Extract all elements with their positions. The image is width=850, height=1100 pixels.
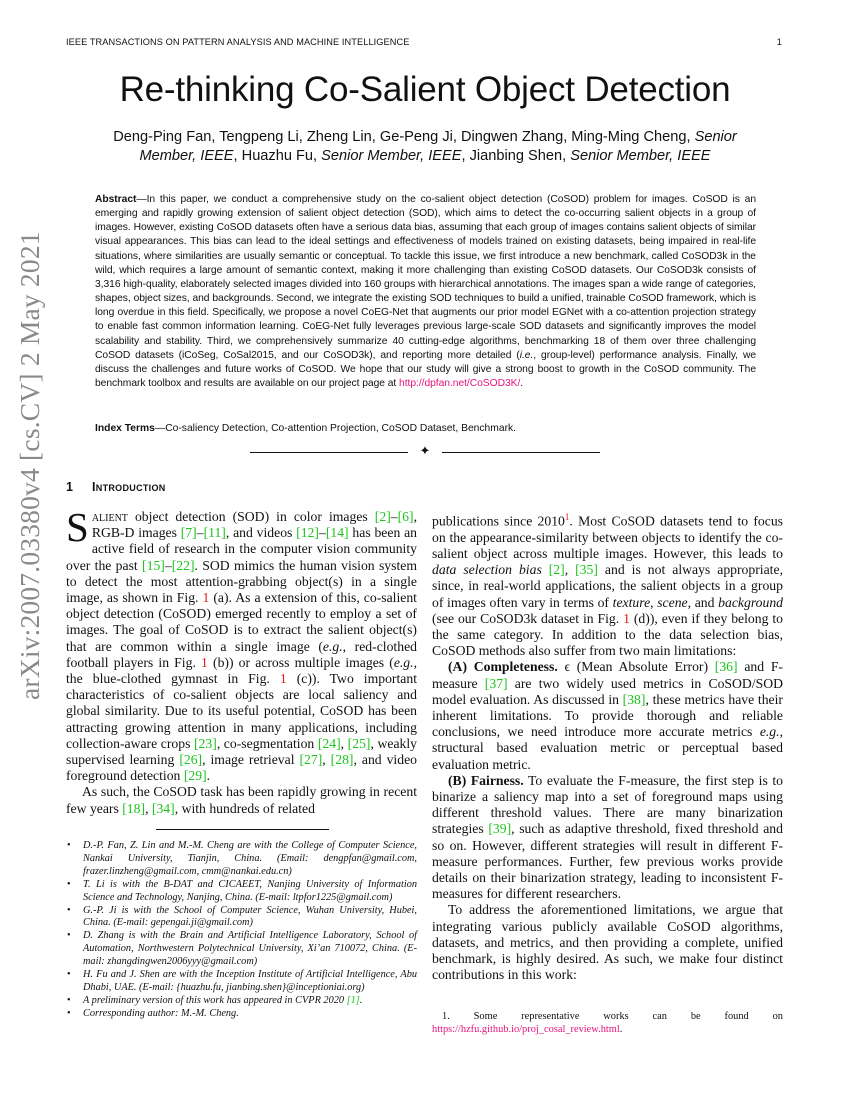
paragraph-label: (A) Completeness.	[448, 659, 558, 675]
affiliation-item: • Corresponding author: M.-M. Cheng.	[66, 1008, 417, 1021]
citation-link[interactable]: [26]	[179, 752, 203, 768]
footnote-url-link[interactable]: https://hzfu.github.io/proj_cosal_review.html	[432, 1023, 620, 1035]
citation-link[interactable]: [18]	[122, 800, 146, 816]
emphasis: background	[718, 594, 784, 610]
text: , and	[687, 594, 719, 610]
author-list	[80, 128, 770, 166]
citation-link[interactable]: [11]	[203, 525, 226, 541]
author-role: Senior Member, IEEE	[321, 148, 462, 164]
running-head	[66, 37, 782, 47]
citation-link[interactable]: [2]	[374, 509, 391, 524]
text: , the blue-clothed gymnast in Fig.	[66, 654, 417, 687]
authors-text: , Huazhu Fu,	[233, 148, 322, 164]
text: , these metrics have their inherent limitations. To provide thorough and reliable conclusions, we need introduce more accurate metrics	[432, 691, 783, 740]
text: object detection (SOD) in color images	[127, 509, 375, 524]
paragraph	[432, 659, 783, 772]
citation-link[interactable]: [1]	[346, 994, 360, 1006]
footnote-ref-link[interactable]: 1	[564, 512, 570, 522]
figure-ref-link[interactable]: 1	[201, 654, 208, 670]
text: . SOD mimics the human vision system to detect the most attention-grabbing object(s) in a single image, as shown in Fig.	[66, 557, 417, 606]
authors-text: , Jianbing Shen,	[461, 148, 571, 164]
punct: .	[520, 378, 524, 390]
page-number: 1	[776, 37, 782, 47]
text: are two widely used metrics in CoSOD/SOD model evaluation. As discussed in	[432, 675, 783, 707]
text: (b)) or across multiple images (	[207, 654, 394, 670]
right-column	[432, 509, 783, 983]
punct: .	[619, 1023, 623, 1035]
affiliation-item: • D.-P. Fan, Z. Lin and M.-M. Cheng are with the College of Computer Science, Nankai University, Tianjin, China. (Email: dengpfan@gmail.com, frazer.linzheng@gmail.com, cmm@nankai.edu.cn)	[66, 840, 417, 879]
text: , co-segmentation	[216, 735, 318, 751]
affiliation-item: • T. Li is with the B-DAT and CICAEET, Nanjing University of Information Science and Technology, Nanjing, China. (E-mail: ltpfor1225@gmail.com)	[66, 879, 417, 905]
left-column	[66, 504, 418, 817]
paragraph	[66, 504, 418, 784]
citation-link[interactable]: [24]	[317, 735, 341, 751]
abstract-label: Abstract	[95, 194, 137, 205]
text: , RGB-D images	[91, 509, 417, 541]
text: , image retrieval	[202, 752, 300, 768]
abstract-text: In this paper, we conduct a comprehensive study on the co-salient object detection (CoSOD) problem for images. CoSOD is an emerging and rapidly growing extension of salient object detection (SOD), which aims to detect the co-occurring salient objects in a group of images. However, existing CoSOD datasets often have a serious data bias, assuming that each group of images contains salient objects of similar visual appearances. This bias can lead to the ideal settings and effectiveness of models trained on existing datasets, being impaired in real-life situations, where similarities are usually semantic or conceptual. To tackle this issue, we first introduce a new benchmark, called CoSOD3k in the wild, which requires a large amount of semantic context, making it more challenging than existing CoSOD datasets. Our CoSOD3k consists of 3,316 high-quality, elaborately selected images divided into 160 groups with hierarchical annotations. The images span a wide range of categories, shapes, object sizes, and backgrounds. Second, we integrate the existing SOD techniques to build a unified, trainable CoSOD framework, which is long overdue in this field. Specifically, we propose a novel CoEG-Net that augments our prior model EGNet with a co-attention projection strategy to enable fast common information learning. CoEG-Net fully leverages previous large-scale SOD datasets and significantly improves the model scalability and stability. Third, we comprehensively summarize 40 cutting-edge algorithms, benchmarking 18 of them over three challenging CoSOD datasets (iCoSeg, CoSal2015, and our CoSOD3k), and reporting more detailed (	[95, 194, 756, 361]
citation-link[interactable]: [29]	[183, 768, 207, 784]
citation-link[interactable]: [37]	[484, 675, 508, 691]
abstract-text: , group-level) performance analysis. Finally, we discuss the challenges and future works of CoSOD. We hope that our study will give a strong boost to growth in the CoSOD community. The benchmark toolbox and results are available on our project page at	[95, 349, 757, 390]
text: .	[206, 768, 211, 784]
text: has been an active field of research in the computer vision community over the past	[66, 525, 417, 573]
text: ,	[145, 800, 152, 816]
section-separator	[250, 445, 600, 459]
punct: .	[359, 994, 363, 1006]
text: and F-measure	[432, 659, 783, 691]
paragraph	[432, 509, 783, 659]
text: , weakly supervised learning	[66, 735, 418, 768]
abbrev: i.e.	[519, 349, 534, 361]
dash: —	[154, 423, 166, 434]
text: ,	[564, 562, 576, 578]
index-terms-label: Index Terms	[95, 423, 155, 434]
citation-link[interactable]: [27]	[299, 752, 323, 768]
emphasis: texture	[612, 594, 651, 610]
drop-cap: S	[66, 504, 89, 550]
text: , with hundreds of related	[174, 800, 315, 816]
author-role: Senior Member, IEEE	[570, 148, 711, 164]
project-page-link[interactable]: http://dpfan.net/CoSOD3K/	[399, 378, 521, 390]
arxiv-stamp: arXiv:2007.03380v4 [cs.CV] 2 May 2021	[14, 231, 45, 700]
abbrev: e.g.	[393, 654, 414, 670]
diamond-icon: ✦	[419, 444, 431, 459]
text	[542, 562, 549, 577]
text: Some representative works can be found on	[449, 1011, 783, 1022]
divider	[442, 452, 600, 453]
citation-link[interactable]: [23]	[194, 735, 217, 751]
figure-ref-link[interactable]: 1	[623, 610, 630, 626]
emphasis: data selection bias	[432, 562, 542, 578]
text: publications since 2010	[432, 513, 565, 529]
text: , red-clothed football players in Fig.	[66, 638, 417, 670]
footnote-divider	[156, 829, 329, 830]
affiliation-item: • D. Zhang is with the Brain and Artificial Intelligence Laboratory, School of Automation, Northwestern Polytechnical University, Xi’an 710072, China. (E-mail: zhangdingwen2006yyy@gmail.com)	[66, 930, 417, 969]
citation-link[interactable]: [15]	[142, 557, 165, 573]
emphasis: scene	[657, 594, 688, 610]
text: To address the aforementioned limitations, we argue that integrating various publicly available CoSOD algorithms, datasets, and metrics, and then providing a complete, unified benchmark, is highly desired. As such, we make four distinct contributions in this work:	[432, 902, 783, 983]
citation-link[interactable]: [39]	[488, 821, 512, 837]
affiliation-item: • G.-P. Ji is with the School of Computer Science, Wuhan University, Hubei, China. (E-mail: gepengai.ji@gmail.com)	[66, 905, 417, 931]
text: To evaluate the F-measure, the first step is to binarize a saliency map into a set of foreground maps using different threshold values. There are many binarization strategies	[432, 772, 783, 837]
citation-link[interactable]: [25]	[347, 735, 371, 751]
paragraph	[432, 773, 783, 903]
citation-link[interactable]: [22]	[171, 557, 195, 573]
dash: –	[318, 525, 326, 541]
paragraph	[432, 902, 783, 983]
section-heading	[66, 480, 166, 494]
abbrev: e.g.	[322, 638, 343, 654]
citation-link[interactable]: [38]	[622, 691, 646, 707]
citation-link[interactable]: [6]	[397, 509, 414, 524]
index-terms	[95, 423, 756, 434]
text: and is not always appropriate, since, in real-world applications, the salient objects in a group of images often vary in terms of	[432, 562, 783, 610]
text: ,	[650, 594, 658, 610]
text: . Most CoSOD datasets tend to focus on the appearance-similarity between objects to identify the co-salient object across multiple images. However, this leads to	[432, 513, 784, 561]
text: , and video foreground detection	[66, 752, 417, 784]
dash: —	[136, 194, 147, 205]
figure-ref-link[interactable]: 1	[202, 590, 210, 606]
citation-link[interactable]: [28]	[330, 752, 354, 768]
divider	[250, 452, 408, 453]
section-title: Introduction	[92, 480, 166, 494]
text: ϵ (Mean Absolute Error)	[557, 659, 715, 675]
authors-text: Deng-Ping Fan, Tengpeng Li, Zheng Lin, Ge-Peng Ji, Dingwen Zhang, Ming-Ming Cheng,	[113, 129, 695, 145]
text: ,	[340, 735, 348, 751]
affiliation-list	[66, 840, 417, 1021]
affiliation-item	[66, 995, 417, 1008]
lead-word: alient	[91, 509, 128, 524]
text: A preliminary version of this work has appeared in CVPR 2020	[83, 994, 347, 1006]
figure-ref-link[interactable]: 1	[279, 671, 287, 687]
text: (d)), even if they belong to the same category. In addition to the data selection bias, CoSOD methods also suffer from two main limitations:	[432, 610, 784, 659]
dash: –	[390, 509, 398, 524]
citation-link[interactable]: [12]	[296, 525, 319, 541]
text: , such as adaptive threshold, fixed threshold and so on. However, different strategies will result in different F-measure performances. Further, few previous works provide details on their binarization strategy, leading to inconsistent F-measures for different researchers.	[432, 821, 783, 902]
paragraph	[66, 784, 417, 816]
dash: –	[164, 557, 172, 573]
citation-link[interactable]: [35]	[575, 562, 598, 578]
citation-link[interactable]: [34]	[151, 800, 175, 816]
text: , structural based evaluation metric or perceptual based evaluation metric.	[432, 724, 783, 772]
section-number: 1	[66, 480, 73, 494]
affiliation-item: • H. Fu and J. Shen are with the Inception Institute of Artificial Intelligence, Abu Dhabi, UAE. (E-mail: {huazhu.fu, jianbing.shen}@inceptioniai.org)	[66, 969, 417, 995]
text: (a). As a extension of this, co-salient object detection (CoSOD) emerged recently to employ a set of images. The goal of CoSOD is to extract the salient object(s) that are common within a single image (	[66, 590, 417, 654]
text: (see our CoSOD3k dataset in Fig.	[432, 610, 624, 626]
text: As such, the CoSOD task has been rapidly growing in recent few years	[66, 784, 417, 816]
citation-link[interactable]: [7]	[180, 525, 197, 541]
citation-link[interactable]: [2]	[548, 562, 565, 578]
abbrev: e.g.	[759, 724, 780, 740]
paragraph-label: (B) Fairness.	[448, 772, 524, 788]
footnote-number: 1.	[442, 1011, 450, 1022]
index-terms-text: Co-saliency Detection, Co-attention Projection, CoSOD Dataset, Benchmark.	[165, 423, 517, 434]
journal-name: IEEE TRANSACTIONS ON PATTERN ANALYSIS AND MACHINE INTELLIGENCE	[66, 37, 410, 47]
text: (c)). Two important characteristics of co-salient objects are local saliency and global similarity. Due to its useful potential, CoSOD has been attracting growing attention in many applications, including collection-aware crops	[66, 671, 418, 751]
paper-title: Re-thinking Co-Salient Object Detection	[119, 70, 731, 109]
citation-link[interactable]: [36]	[714, 659, 738, 675]
author-role: Member, IEEE	[139, 148, 234, 164]
author-role: Senior	[694, 129, 737, 145]
text: , and videos	[225, 525, 297, 541]
citation-link[interactable]: [14]	[325, 525, 349, 541]
dash: –	[196, 525, 204, 541]
abstract	[95, 193, 756, 391]
footnote	[432, 1011, 783, 1037]
text: ,	[322, 752, 331, 768]
